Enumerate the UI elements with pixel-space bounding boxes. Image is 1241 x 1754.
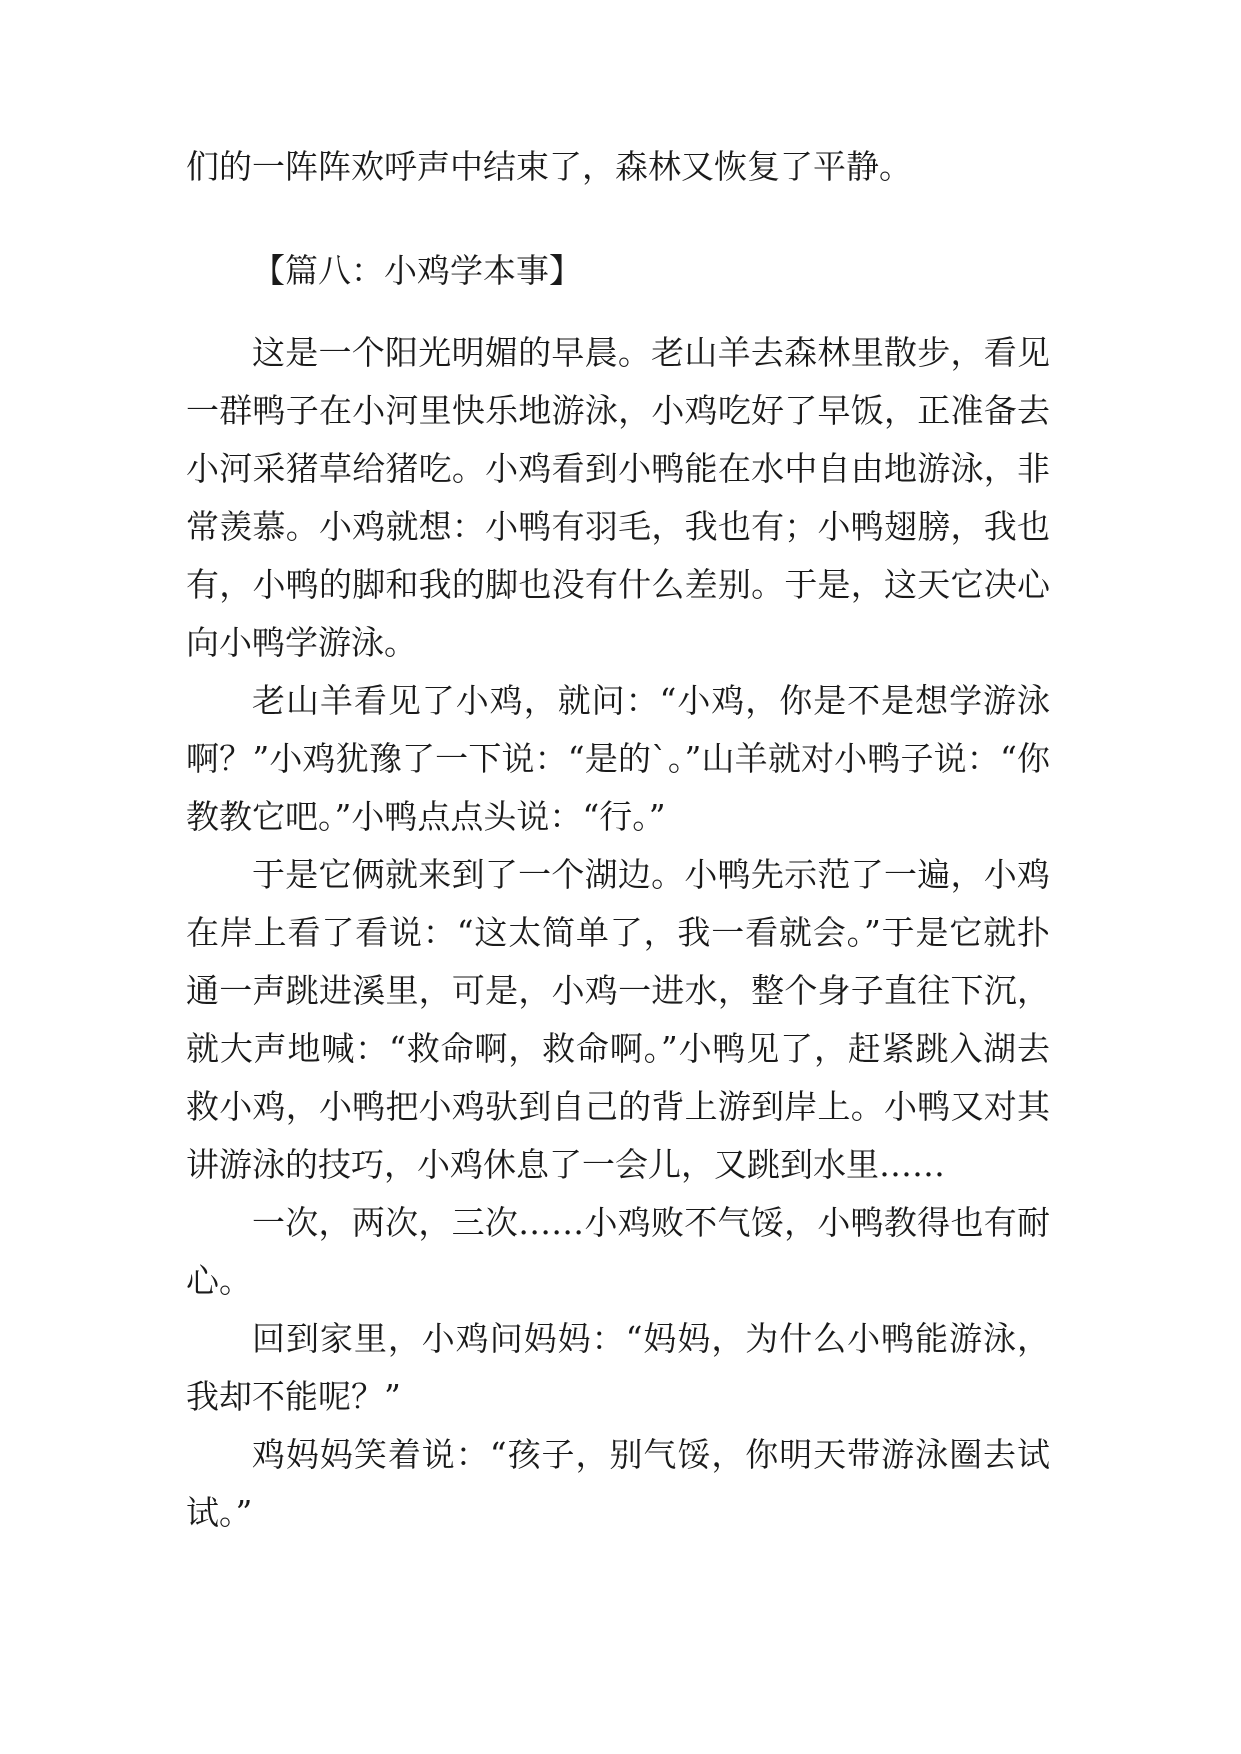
body-paragraph-2: 老山羊看见了小鸡，就问：“小鸡，你是不是想学游泳啊？”小鸡犹豫了一下说：“是的`。”山羊就对小鸭子说：“你教教它吧。”小鸭点点头说：“行。” <box>186 681 1050 836</box>
body-paragraph-3: 于是它俩就来到了一个湖边。小鸭先示范了一遍，小鸡在岸上看了看说：“这太简单了，我一看就会。”于是它就扑通一声跳进溪里，可是，小鸡一进水，整个身子直往下沉，就大声地喊：“救命啊，救命啊。”小鸭见了，赶紧跳入湖去救小鸡，小鸭把小鸡驮到自己的背上游到岸上。小鸭又对其讲游泳的技巧，小鸡休息了一会儿，又跳到水里…… <box>186 855 1050 1184</box>
continuation-block <box>186 138 1050 196</box>
continuation-paragraph: 们的一阵阵欢呼声中结束了，森林又恢复了平静。 <box>186 147 912 186</box>
body-paragraph-4: 一次，两次，三次……小鸡败不气馁，小鸭教得也有耐心。 <box>186 1203 1050 1300</box>
body-paragraph-5: 回到家里，小鸡问妈妈：“妈妈，为什么小鸭能游泳，我却不能呢？” <box>186 1319 1050 1416</box>
article-body <box>186 242 1050 1542</box>
body-paragraph-6: 鸡妈妈笑着说：“孩子，别气馁，你明天带游泳圈去试试。” <box>186 1435 1050 1532</box>
section-title: 【篇八：小鸡学本事】 <box>252 251 582 290</box>
body-paragraph-1: 这是一个阳光明媚的早晨。老山羊去森林里散步，看见一群鸭子在小河里快乐地游泳，小鸡吃好了早饭，正准备去小河采猪草给猪吃。小鸡看到小鸭能在水中自由地游泳，非常羡慕。小鸡就想：小鸭有羽毛，我也有；小鸭翅膀，我也有，小鸭的脚和我的脚也没有什么差别。于是，这天它决心向小鸭学游泳。 <box>186 333 1050 662</box>
